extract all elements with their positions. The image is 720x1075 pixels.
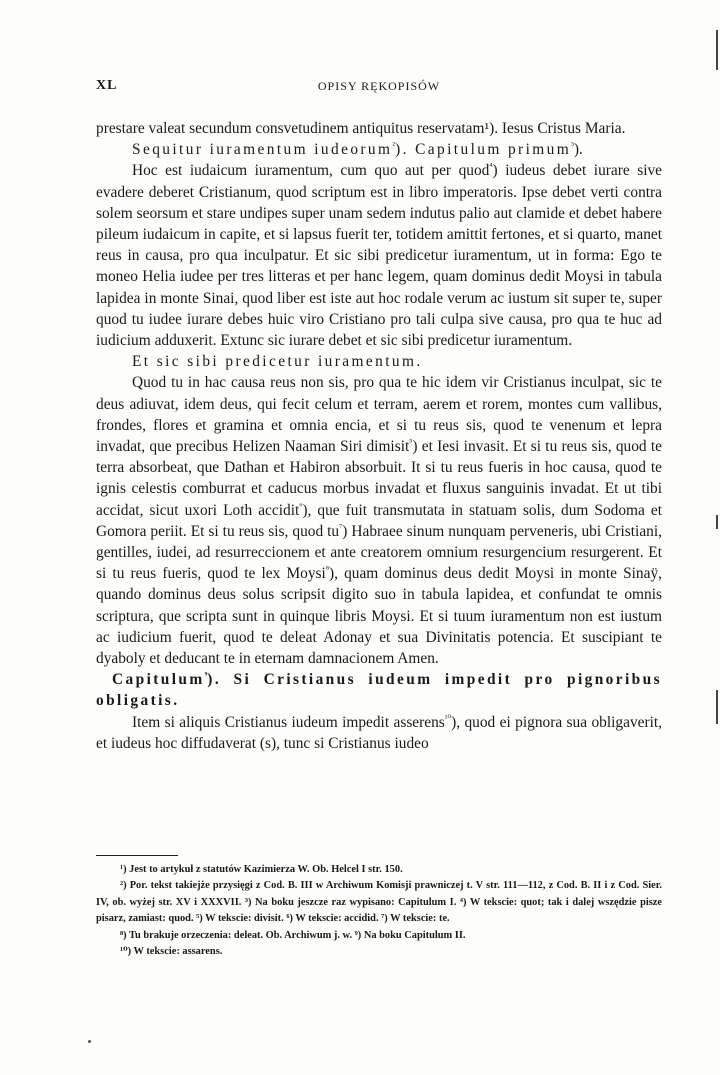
heading-text: Et sic sibi predicetur iuramentum. (132, 353, 423, 371)
section-heading-predicetur (96, 351, 662, 372)
paragraph-text: Quod tu in hac causa reus non sis, pro qua te hic idem vir Cristianus inculpat, sic te deus adiuvat, idem deus, qui fecit celum et terram, aerem et rorem, montes cum vallibus, frondes, flores et gramina et omnia encia, et si tu reus sis, quod te venenum et lepra invadat, que precibus Helizen Naaman Siri dimisit (96, 374, 662, 456)
footnote-ref: ¹⁰ (444, 712, 452, 723)
heading-text: Capitulum (112, 671, 205, 689)
heading-text-rest: ). Capitulum primum (395, 141, 572, 159)
heading-text: Sequitur iuramentum iudeorum (132, 141, 393, 159)
footnote-ref: ² (392, 140, 396, 151)
heading-text-rest: ). Si Cristianus iudeum impedit pro pignoribus obligatis. (96, 671, 662, 710)
paragraph-oath-text (96, 372, 662, 669)
paragraph-oath-form (96, 160, 662, 351)
footnote-ref: ⁴ (489, 161, 493, 172)
page-header (96, 78, 662, 98)
footnote-ref: ⁶ (299, 500, 303, 511)
footnote-ref: ³ (571, 140, 574, 151)
scan-edge-mark (716, 515, 718, 529)
paragraph-text: ), quod ei pignora sua obligaverit, et iudeus hoc diffudaverat (s), tunc si Cristianus iudeo (96, 713, 662, 752)
paragraph-continuation: prestare valeat secundum consvetudinem antiquitus reservatam¹). Iesus Cristus Maria. (96, 120, 626, 137)
footnotes (96, 862, 662, 960)
footnote-ref: ⁷ (339, 521, 343, 532)
footnote: ¹⁰) W tekscie: assarens. (120, 946, 223, 958)
paragraph-text: Item si aliquis Cristianus iudeum impedit asserens (132, 713, 445, 731)
paragraph-text: ) Habraee sinum nunquam perveneris, ubi Cristiani, gentilles, iudei, ad resurreccionem et ante creatorem omnium resurgencium resurgerent. Et si tu reus fueris, quod te lex Moysi (96, 522, 662, 583)
footnote: ⁸) Tu brakuje orzeczenia: deleat. Ob. Archiwum j. w. ⁹) Na boku Capitulum II. (120, 929, 466, 941)
page-number: XL (96, 78, 118, 93)
paragraph-text: ) iudeus debet iurare sive evadere deberet Cristianum, quod scriptum est in libro imperatoris. Ipse debet verti contra solem seorsum et stare undipes super unam sedem indutus palio aut clamide et debet habere pileum iudaicum in capite, et si lapsus fuerit ter, totidem amittit fertones, et si quarto, manet reus in causa, pro qua inculpatur. Et sic sibi predicetur iuramentum, ut in forma: Ego te moneo Helia iudee per tres litteras et per hanc legem, quam dominus dedit Moysi in tabula lapidea in monte Sinai, quod liber est iste aut hoc rodale verum ac iustum sit super te, super quod tu iudee iurare debes huic viro Cristiano pro tali culpa sive causa, pro qua te huc ad iudicium adduxerit. Extunc sic iurare debet et sic sibi predicetur iuramentum. (96, 162, 663, 350)
scan-edge-mark (716, 690, 718, 724)
paragraph-text: Hoc est iudaicum iuramentum, cum quo aut per quod (132, 162, 490, 180)
footnote-rule (96, 855, 178, 856)
footnote-ref: ⁹ (204, 670, 208, 681)
paragraph-text: ), que fuit transmutata in statuam solis, dum Sodoma et Gomora periit. Et si tu reus sis, quod tu (96, 501, 663, 540)
running-title: OPISY RĘKOPISÓW (317, 79, 441, 93)
section-heading-oath (96, 139, 662, 160)
footnote: ²) Por. tekst takiejże przysięgi z Cod. B. III w Archiwum Komisji prawniczej t. V str. 111—112, z Cod. B. II i z Cod. Sier. IV, ob. wyżej str. XV i XXXVII. ³) Na boku jeszcze raz wypisano: Capitulum I. ⁴) W tekscie: quot; tak i dalej wszędzie pisze pisarz, zamiast: quod. ⁵) W tekscie: divisit. ⁶) W tekscie: accidid. ⁷) W tekscie: te. (96, 880, 662, 925)
paragraph-text: ) et Iesi invasit. Et si tu reus sis, quod te terra absorbeat, que Dathan et Habiron absorbuit. It si tu reus fueris in hoc causa, quod te ignis celestis comburrat et caducus morbus invadat et fluxus sanguinis invadat. Et ut tibi accidat, sicut uxori Loth accidit (96, 438, 662, 519)
body-text (96, 118, 662, 754)
footnote: ¹) Jest to artykuł z statutów Kazimierza W. Ob. Helcel I str. 150. (120, 864, 403, 875)
heading-end: ). (573, 141, 583, 159)
chapter-heading-ii (96, 669, 662, 711)
footnote-ref: ⁵ (409, 436, 413, 447)
paragraph-pledges (96, 712, 662, 754)
scan-speck (88, 1040, 91, 1043)
paragraph-text: ), quam dominus deus dedit Moysi in monte Sinaÿ, quando dominus deus solus scripsit digito suo in tabula lapidea, et confundat te omnis scriptura, que scripta sunt in quinque libris Moysi. Et si tuum iuramentum non est iustum ac iudicium fuerit, quod te deleat Adonay et sua Divinitatis potencia. Et suscipiant te dyaboly et deducant te in eternam damnacionem Amen. (96, 565, 662, 668)
scan-edge-mark (716, 30, 718, 70)
footnote-ref: ⁸ (325, 564, 329, 575)
